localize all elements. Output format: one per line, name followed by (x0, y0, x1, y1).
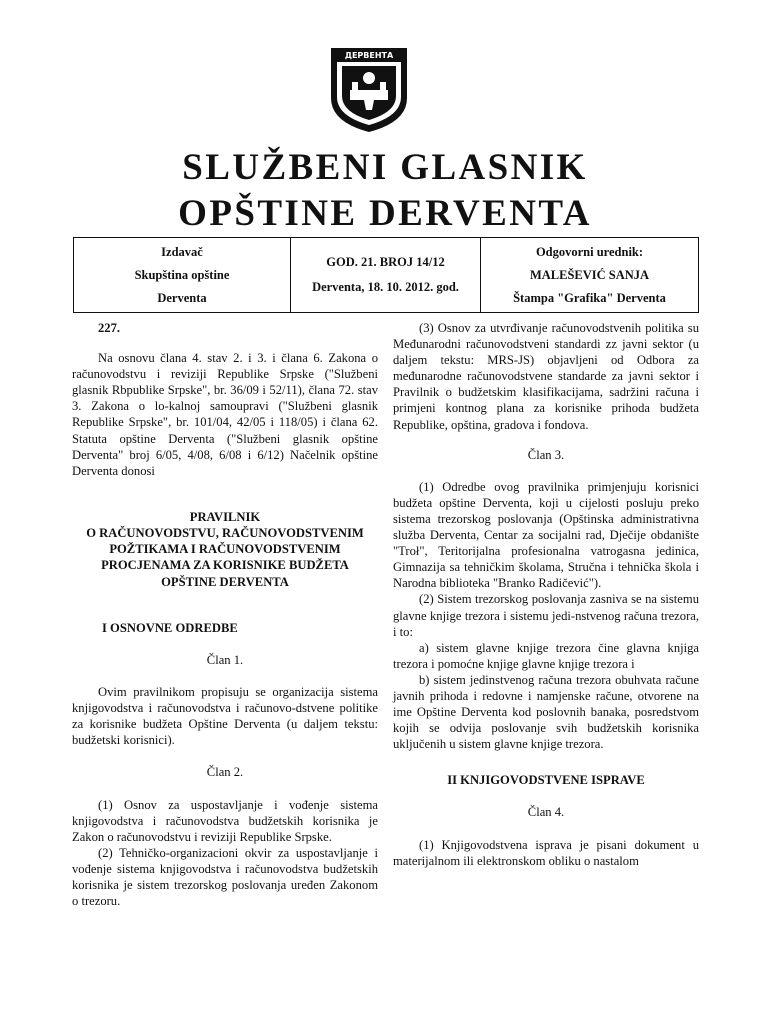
article-heading: Član 1. (206, 652, 244, 667)
act-number: 227. (98, 321, 121, 335)
list-item: a) sistem glavne knjige trezora čine glavna knjiga trezora i pomoćne knjige glavne knjige trezora i (393, 640, 699, 671)
printer: Štampa "Grafika" Derventa (513, 290, 666, 305)
preamble: Na osnovu člana 4. stav 2. i 3. i člana 6. Zakona o računovodstvu i reviziji Republike Srpske ("Službeni glasnik Rbpublike Srpske", br. 36/09 i 52/11), člana 72. stav 3. Zakona o lo-kalnoj samoupravi ("Službeni glasnik Republike Srpske", br. 101/04, 42/05 i 118/05) i člana 62. Statuta opštine Derventa ("Službeni glasnik opštine Derventa" broj 6/05, 4/08, 6/08 i 6/12) Načelnik opštine Derventa donosi (72, 351, 378, 478)
article-paragraph: (2) Tehničko-organizacioni okvir za uspostavljanje i vođenje sistema knjigovodstva i računovodstva budžetskih korisnika je sistem trezorskog poslovanja uređen Zakonom o trezoru. (72, 845, 378, 909)
title-line: OPŠTINE DERVENTA (161, 574, 289, 589)
list-item: b) sistem jedinstvenog računa trezora obuhvata račune javnih prihoda i redovne i namjenske račune, otvorene na ime Opštine Derventa kod poslovnih banaka, posredstvom kojih se odvija poslovanje svih budžetskih korisnika uključenih u sistem glavne knjige trezora. (393, 672, 699, 752)
publisher-cell (74, 238, 291, 313)
article-paragraph: (2) Sistem trezorskog poslovanja zasniva se na sistemu glavne knjige trezora i sistemu jedi-nstvenog računa trezora, i to: (393, 592, 699, 639)
publisher-place: Derventa (157, 290, 207, 305)
editor-label: Odgovorni urednik: (535, 244, 644, 259)
title-line: PRAVILNIK (189, 509, 261, 524)
section-heading: I OSNOVNE ODREDBE (102, 620, 238, 635)
title-line: PROCJENAMA ZA KORISNIKE BUDŽETA (101, 558, 349, 573)
crest-label: ДЕРВЕНТА (344, 51, 394, 60)
article-paragraph: Ovim pravilnikom propisuju se organizacija sistema knjigovodstva i računovodstva i računovo-dstvene politike za korisnike budžeta Opštine Derventa (u daljem tekstu: budžetski korisnici). (72, 685, 378, 748)
right-column (393, 320, 699, 869)
article-heading: Član 2. (206, 765, 244, 780)
municipal-crest-icon (328, 42, 410, 134)
article-paragraph: (1) Odredbe ovog pravilnika primjenjuju korisnici budžeta opštine Derventa, koji u cijelosti posluju preko sistema trezorskog poslovanja (Opštinska administrativna služba Derventa, Centar za socijalni rad, Dječije obdanište "Troł", Teritorijalna profesionalna vatrogasna jedinica, Gimnazija sa tehničkim školama, Stručna i tehnička škola i Narodna biblioteka "Branko Radičević"). (393, 479, 699, 591)
article-paragraph: (1) Osnov za uspostavljanje i vođenje sistema knjigovodstva i računovodstva budžetskih korisnika je Zakon o računovodstvu i reviziji Republike Srpske. (72, 797, 378, 844)
issue-date: Derventa, 18. 10. 2012. god. (312, 280, 459, 294)
title-line: POŽTIKAMA I RAČUNOVODSTVENIM (109, 542, 341, 557)
section-heading: II KNJIGOVODSTVENE ISPRAVE (447, 773, 645, 788)
article-paragraph: (3) Osnov za utvrđivanje računovodstvenih politika su Međunarodni računovodstveni standardi zz javni sektor (u daljem tekstu: MRS-JS) objavljeni od Odbora za međunarodne računovodstvene standarde za javni sektor i Pravilnik o budžetskim klasifikacijama, sadržini računa i primjeni kontnog plana za korisnike prihoda budžeta Republike, opština, gradova i fondova. (393, 321, 699, 432)
publisher-label: Izdavač (161, 244, 203, 259)
title-line: O RAČUNOVODSTVU, RAČUNOVODSTVENIM (86, 526, 364, 541)
article-heading: Član 3. (527, 447, 565, 462)
publisher-name: Skupština opštine (134, 267, 230, 282)
regulation-title (72, 509, 378, 590)
issue-cell (291, 238, 481, 313)
article-heading: Član 4. (527, 805, 565, 820)
editor-cell (481, 238, 699, 313)
issue-header-box (73, 237, 699, 313)
editor-name: MALEŠEVIĆ SANJA (529, 267, 650, 282)
issue-number: GOD. 21. BROJ 14/12 (326, 255, 445, 269)
left-column (72, 320, 378, 909)
gazette-subtitle: OPŠTINE DERVENTA (178, 193, 592, 234)
article-paragraph: (1) Knjigovodstvena isprava je pisani dokument u materijalnom ili elektronskom obliku o nastalom (393, 837, 699, 868)
gazette-title: SLUŽBENI GLASNIK (182, 147, 588, 188)
